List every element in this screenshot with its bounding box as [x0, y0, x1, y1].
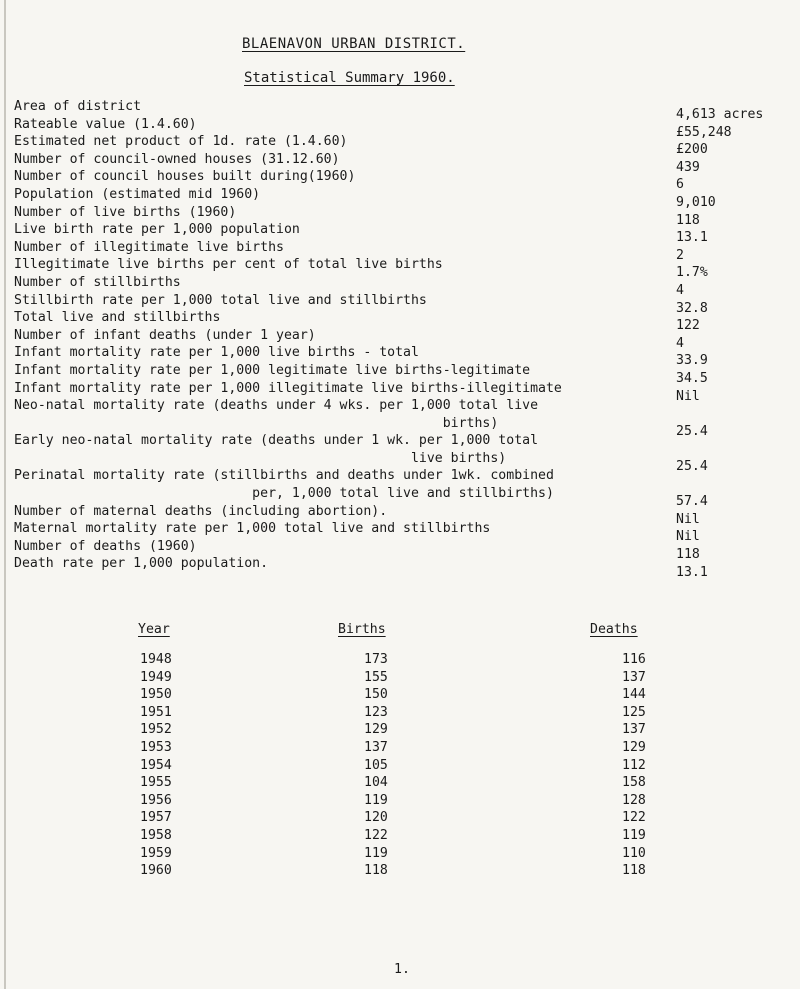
summary-row — [14, 204, 654, 222]
table-cell-births: 129 — [364, 722, 388, 738]
summary-label: Infant mortality rate per 1,000 legitimate live births-legitimate — [14, 362, 531, 378]
summary-row — [14, 274, 654, 292]
table-cell-year: 1952 — [140, 722, 172, 738]
summary-row — [14, 380, 654, 398]
table-cell-births: 118 — [364, 863, 388, 879]
summary-value: 122 — [676, 318, 700, 334]
page-number: 1. — [394, 962, 410, 977]
summary-label: Number of deaths (1960) — [14, 538, 197, 554]
summary-label: Rateable value (1.4.60) — [14, 116, 197, 132]
table-cell-year: 1958 — [140, 828, 172, 843]
summary-row — [14, 485, 654, 503]
table-cell-year: 1951 — [140, 704, 172, 720]
table-cell-deaths: 119 — [622, 828, 646, 843]
table-cell-births: 155 — [364, 669, 388, 685]
summary-value: Nil — [676, 529, 700, 545]
table-cell-year: 1960 — [140, 863, 172, 879]
table-cell-deaths: 122 — [622, 810, 646, 826]
summary-value: 32.8 — [676, 300, 708, 316]
summary-value: 34.5 — [676, 371, 708, 386]
table-cell-deaths: 158 — [622, 775, 646, 791]
summary-value: 13.1 — [676, 564, 708, 580]
summary-row — [14, 520, 654, 538]
summary-row — [14, 292, 654, 310]
table-cell-deaths: 137 — [622, 722, 646, 738]
table-cell-deaths: 144 — [622, 687, 646, 703]
summary-labels — [14, 98, 654, 573]
page-edge-shadow — [4, 0, 6, 989]
summary-value: 4 — [676, 335, 684, 351]
summary-label: Illegitimate live births per cent of total live births — [14, 257, 443, 273]
summary-row — [14, 327, 654, 345]
summary-row — [14, 503, 654, 521]
table-cell-year: 1948 — [140, 652, 172, 667]
table-cell-deaths: 110 — [622, 845, 646, 861]
summary-label: Perinatal mortality rate (stillbirths and deaths under 1wk. combined — [14, 468, 554, 484]
summary-value: 25.4 — [676, 459, 708, 474]
summary-label: Number of maternal deaths (including abortion). — [14, 503, 388, 519]
summary-label: Area of district — [14, 99, 142, 114]
summary-value: 33.9 — [676, 353, 708, 369]
table-cell-deaths: 128 — [622, 792, 646, 808]
table-cell-deaths: 137 — [622, 669, 646, 685]
summary-value: 118 — [676, 212, 700, 228]
table-cell-deaths: 125 — [622, 704, 646, 720]
summary-label: Maternal mortality rate per 1,000 total live and stillbirths — [14, 521, 491, 537]
summary-label: Infant mortality rate per 1,000 live births - total — [14, 345, 419, 361]
table-cell-births: 150 — [364, 687, 388, 703]
table-cell-year: 1950 — [140, 687, 172, 703]
summary-label: Early neo-natal mortality rate (deaths under 1 wk. per 1,000 total — [14, 433, 539, 449]
summary-row — [14, 168, 654, 186]
table-cell-deaths: 116 — [622, 652, 646, 667]
header-year: Year — [138, 622, 170, 637]
summary-label: Number of stillbirths — [14, 274, 181, 290]
table-cell-deaths: 112 — [622, 757, 646, 773]
table-cell-births: 105 — [364, 757, 388, 773]
summary-label: Population (estimated mid 1960) — [14, 186, 261, 202]
summary-row — [14, 344, 654, 362]
header-deaths: Deaths — [590, 622, 638, 637]
document-title: BLAENAVON URBAN DISTRICT. — [242, 36, 466, 52]
summary-row — [14, 221, 654, 239]
table-cell-year: 1956 — [140, 792, 172, 808]
summary-row — [14, 467, 654, 485]
summary-value: 118 — [676, 547, 700, 562]
summary-row — [14, 450, 654, 468]
summary-label: Number of live births (1960) — [14, 204, 237, 220]
summary-value: Nil — [676, 388, 700, 404]
summary-label: per, 1,000 total live and stillbirths) — [14, 486, 554, 502]
table-cell-births: 123 — [364, 704, 388, 720]
table-cell-births: 120 — [364, 810, 388, 826]
summary-row — [14, 397, 654, 415]
summary-row — [14, 98, 654, 116]
summary-row — [14, 555, 654, 573]
document-subtitle: Statistical Summary 1960. — [244, 70, 455, 86]
table-cell-year: 1953 — [140, 740, 172, 755]
table-cell-year: 1955 — [140, 775, 172, 791]
table-cell-year: 1959 — [140, 845, 172, 861]
summary-row — [14, 116, 654, 134]
summary-label: Number of council houses built during(1960) — [14, 169, 356, 185]
table-cell-year: 1949 — [140, 669, 172, 685]
summary-row — [14, 151, 654, 169]
summary-row — [14, 362, 654, 380]
table-cell-year: 1954 — [140, 757, 172, 773]
summary-value: 4 — [676, 283, 684, 298]
table-cell-births: 173 — [364, 652, 388, 667]
summary-label: live births) — [14, 450, 507, 466]
summary-label: Infant mortality rate per 1,000 illegitimate live births-illegitimate — [14, 380, 562, 396]
summary-label: Number of illegitimate live births — [14, 239, 284, 255]
summary-label: Stillbirth rate per 1,000 total live and stillbirths — [14, 292, 427, 308]
summary-row — [14, 415, 654, 433]
summary-value: 4,613 acres — [676, 107, 764, 122]
summary-label: births) — [14, 415, 499, 431]
summary-row — [14, 538, 654, 556]
summary-row — [14, 256, 654, 274]
summary-value: 439 — [676, 159, 700, 175]
summary-value: Nil — [676, 511, 700, 527]
table-cell-births: 119 — [364, 845, 388, 861]
summary-value: 57.4 — [676, 494, 708, 510]
summary-label: Number of council-owned houses (31.12.60) — [14, 151, 340, 167]
summary-row — [14, 133, 654, 151]
summary-label: Neo-natal mortality rate (deaths under 4 wks. per 1,000 total live — [14, 398, 539, 414]
summary-value: 6 — [676, 177, 684, 193]
summary-row — [14, 432, 654, 450]
table-cell-births: 119 — [364, 792, 388, 808]
summary-label: Estimated net product of 1d. rate (1.4.60) — [14, 134, 348, 150]
table-cell-deaths: 129 — [622, 740, 646, 755]
summary-value: 13.1 — [676, 230, 708, 246]
table-cell-births: 104 — [364, 775, 388, 791]
summary-label: Total live and stillbirths — [14, 310, 221, 326]
table-cell-year: 1957 — [140, 810, 172, 826]
summary-row — [14, 186, 654, 204]
summary-value: £55,248 — [676, 124, 732, 140]
summary-row — [14, 309, 654, 327]
table-cell-births: 122 — [364, 828, 388, 843]
table-cell-deaths: 118 — [622, 863, 646, 879]
summary-row — [14, 239, 654, 257]
summary-value: 2 — [676, 247, 684, 263]
summary-label: Live birth rate per 1,000 population — [14, 222, 300, 238]
table-cell-births: 137 — [364, 740, 388, 755]
summary-value: 9,010 — [676, 195, 716, 210]
summary-label: Number of infant deaths (under 1 year) — [14, 327, 316, 343]
header-births: Births — [338, 622, 386, 637]
summary-value: £200 — [676, 142, 708, 158]
summary-label: Death rate per 1,000 population. — [14, 556, 269, 572]
summary-value: 1.7% — [676, 265, 708, 281]
summary-value: 25.4 — [676, 423, 708, 439]
